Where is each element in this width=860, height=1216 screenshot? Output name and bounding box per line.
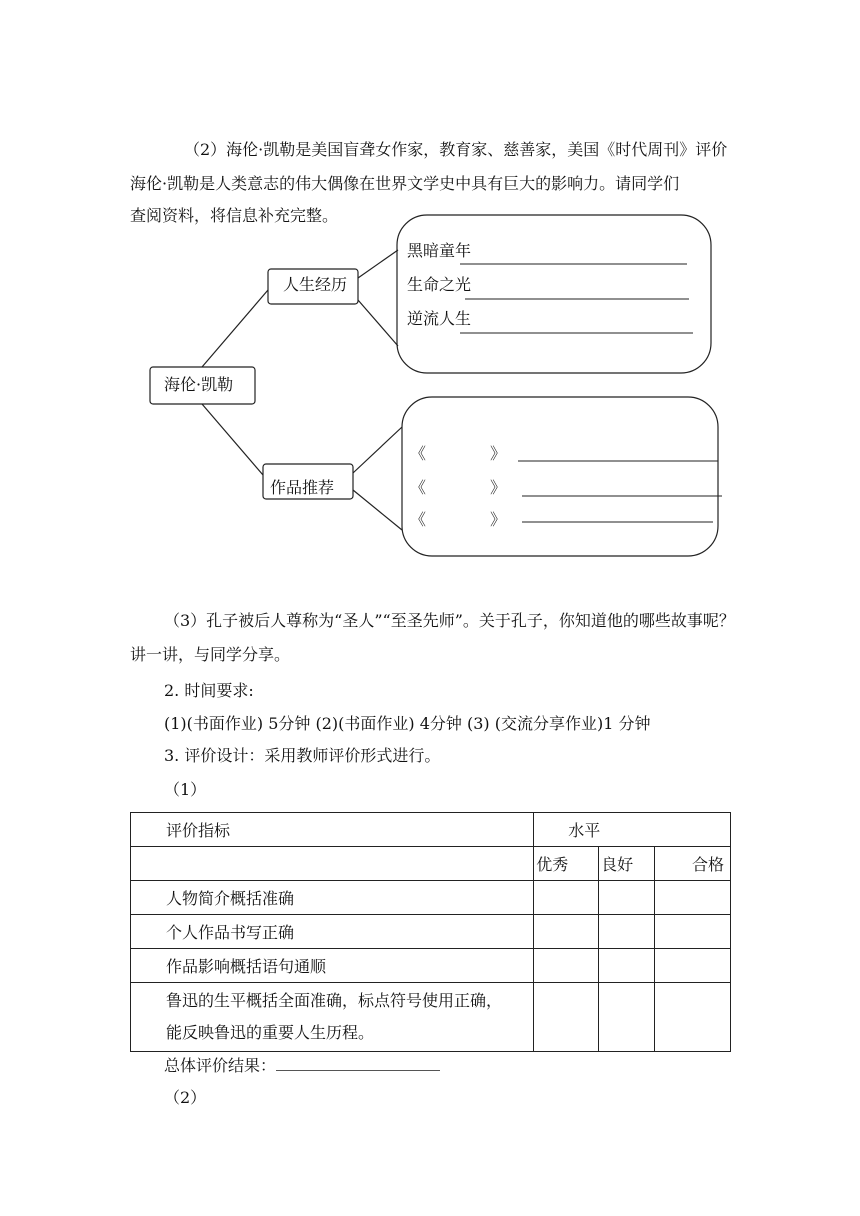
intro-line-1: （2）海伦·凯勒是美国盲聋女作家，教育家、慈善家，美国《时代周刊》评价: [184, 140, 728, 159]
header-indicator: 评价指标: [166, 821, 231, 840]
branch2-detail-box: [402, 397, 718, 556]
para3-line-1: （3）孔子被后人尊称为“圣人”“至圣先师”。关于孔子，你知道他的哪些故事呢？: [164, 611, 735, 630]
evaluation-sub-1: （1）: [164, 780, 207, 799]
work-item-3: 《 》: [410, 510, 507, 529]
table-cell: [599, 949, 655, 983]
table-cell: [534, 983, 599, 1052]
connector-branch1-up: [358, 250, 398, 278]
indicator-4-line-1: 鲁迅的生平概括全面准确，标点符号使用正确，: [166, 991, 503, 1010]
intro-line-3: 查阅资料，将信息补充完整。: [130, 206, 339, 225]
connector-root-branch2: [202, 404, 263, 475]
table-levels-row: [131, 847, 731, 881]
table-cell: [655, 881, 731, 915]
table-row: [131, 983, 731, 1052]
indicator-3: 作品影响概括语句通顺: [166, 957, 327, 976]
level-pass: 合格: [691, 855, 724, 874]
work-item-1: 《 》: [410, 444, 507, 463]
table-cell: [655, 949, 731, 983]
levels-blank-cell: [131, 847, 534, 881]
indicator-1: 人物简介概括准确: [166, 889, 295, 908]
evaluation-table: [130, 812, 731, 1052]
para3-line-2: 讲一讲，与同学分享。: [130, 645, 291, 664]
evaluation-design-heading: 3. 评价设计：采用教师评价形式进行。: [164, 746, 441, 765]
table-cell: [534, 949, 599, 983]
overall-result-label: 总体评价结果：: [164, 1056, 277, 1075]
connector-root-branch1: [202, 290, 268, 367]
indicator-2: 个人作品书写正确: [166, 923, 295, 942]
level-excellent: 优秀: [536, 855, 569, 874]
time-requirement-detail: (1)(书面作业) 5分钟 (2)(书面作业) 4分钟 (3) (交流分享作业)1 分钟: [164, 714, 651, 733]
level-good-cell: [599, 847, 655, 881]
header-indicator-cell: [131, 813, 534, 847]
table-header-row: [131, 813, 731, 847]
level-pass-cell: [655, 847, 731, 881]
connector-branch2-down: [353, 490, 402, 530]
table-cell: [655, 915, 731, 949]
table-cell: [599, 983, 655, 1052]
root-node-label: 海伦·凯勒: [164, 375, 234, 394]
level-excellent-cell: [534, 847, 599, 881]
branch1-node-label: 人生经历: [283, 275, 348, 294]
table-cell: [599, 881, 655, 915]
overall-result: [164, 1056, 440, 1076]
time-requirement-heading: 2. 时间要求:: [164, 681, 254, 700]
header-level: 水平: [568, 821, 601, 840]
connector-branch1-down: [358, 300, 398, 346]
indicator-4: [131, 985, 533, 1049]
level-good: 良好: [601, 855, 634, 874]
intro-line-2: 海伦·凯勒是人类意志的伟大偶像在世界文学史中具有巨大的影响力。请同学们: [130, 174, 680, 193]
experience-item-1: 黑暗童年: [407, 241, 472, 260]
table-cell: [655, 983, 731, 1052]
evaluation-sub-2: （2）: [164, 1088, 207, 1107]
overall-result-blank[interactable]: [276, 1056, 440, 1071]
table-cell: [534, 915, 599, 949]
header-level-cell: [534, 813, 731, 847]
table-row: [131, 881, 731, 915]
experience-item-3: 逆流人生: [407, 309, 472, 328]
connector-branch2-up: [353, 427, 402, 473]
indicator-4-line-2: 能反映鲁迅的重要人生历程。: [166, 1023, 375, 1042]
table-row: [131, 915, 731, 949]
table-cell: [534, 881, 599, 915]
table-cell: [599, 915, 655, 949]
experience-item-2: 生命之光: [407, 275, 472, 294]
table-row: [131, 949, 731, 983]
branch2-node-label: 作品推荐: [270, 478, 335, 497]
work-item-2: 《 》: [410, 478, 507, 497]
